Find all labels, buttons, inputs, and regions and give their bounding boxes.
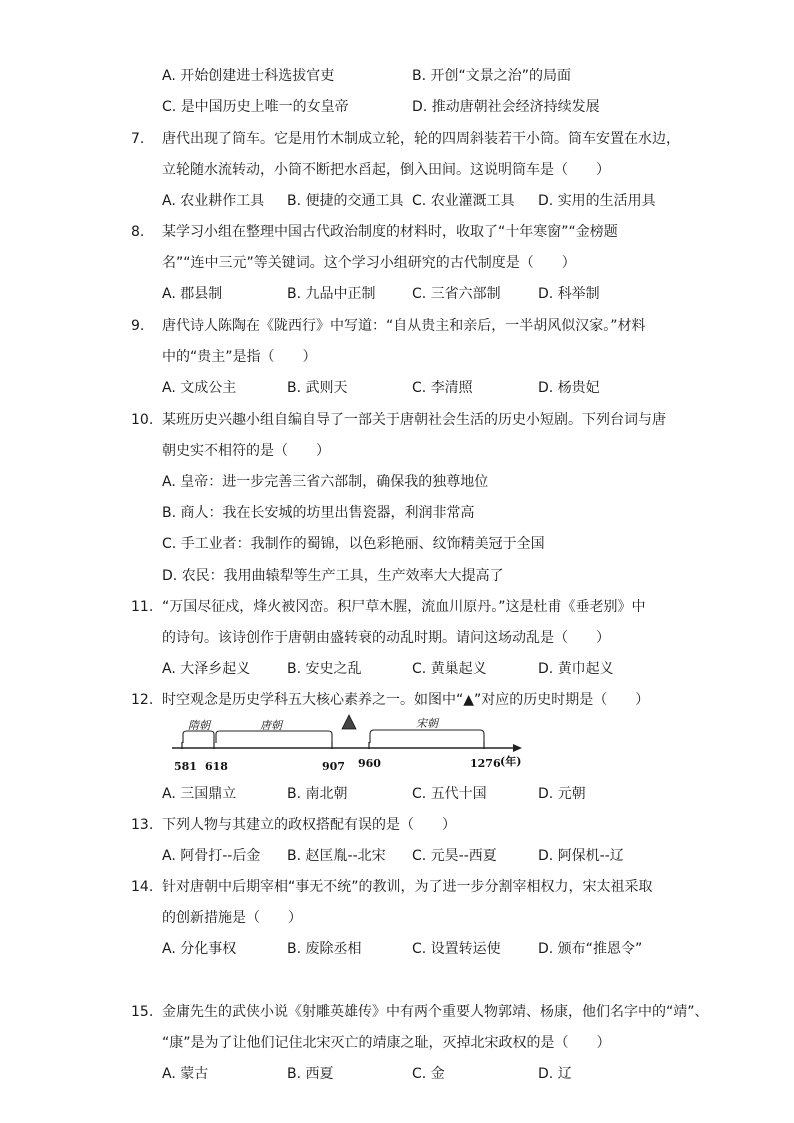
dynasty-label-sui: 隋朝 bbox=[188, 719, 210, 732]
option-b: B. 废除丞相 bbox=[287, 941, 362, 957]
year-label-960: 960 bbox=[358, 757, 381, 770]
option-b: B. 赵匡胤--北宋 bbox=[287, 848, 386, 864]
question-stem-line: 中的“贵主”是指（ ） bbox=[162, 349, 317, 365]
option-b: B. 商人：我在长安城的坊里出售瓷器，利润非常高 bbox=[162, 505, 475, 521]
year-unit-label: (年) bbox=[500, 755, 522, 768]
option-d: D. 元朝 bbox=[538, 786, 586, 802]
question-stem-line: 立轮随水流转动，小筒不断把水舀起，倒入田间。这说明筒车是（ ） bbox=[162, 162, 610, 178]
option-c: C. 黄巢起义 bbox=[412, 661, 487, 677]
option-d: D. 颁布“推恩令” bbox=[538, 941, 643, 957]
year-label-1276: 1276 bbox=[470, 757, 501, 770]
song-bracket bbox=[370, 730, 484, 743]
dynasty-label-song: 宋朝 bbox=[416, 717, 438, 730]
option-d: D. 农民：我用曲辕犁等生产工具，生产效率大大提高了 bbox=[162, 568, 504, 584]
option-a: A. 分化事权 bbox=[162, 941, 237, 957]
question-stem-line: 针对唐朝中后期宰相“事无不统”的教训，为了进一步分割宰相权力，宋太祖采取 bbox=[162, 879, 653, 895]
option-a: A. 蒙古 bbox=[162, 1066, 209, 1082]
question-stem-line: 唐代出现了筒车。它是用竹木制成立轮，轮的四周斜装若干小筒。筒车安置在水边， bbox=[162, 131, 680, 147]
option-a: A. 阿骨打--后金 bbox=[162, 848, 261, 864]
option-a: A. 大泽乡起义 bbox=[162, 661, 251, 677]
question-stem-line: 下列人物与其建立的政权搭配有误的是（ ） bbox=[162, 817, 456, 833]
option-b: B. 南北朝 bbox=[287, 786, 348, 802]
prev-option-c: C. 是中国历史上唯一的女皇帝 bbox=[162, 99, 349, 115]
option-b: B. 安史之乱 bbox=[287, 661, 362, 677]
timeline-figure bbox=[168, 712, 528, 774]
question-stem-line: 金庸先生的武侠小说《射雕英雄传》中有两个重要人物郭靖、杨康，他们名字中的“靖”、 bbox=[162, 1004, 709, 1020]
sui-bracket bbox=[183, 731, 214, 743]
option-a: A. 三国鼎立 bbox=[162, 786, 237, 802]
option-a: A. 农业耕作工具 bbox=[162, 193, 265, 209]
option-d: D. 科举制 bbox=[538, 286, 600, 302]
question-number: 9. bbox=[131, 318, 145, 334]
question-stem-line: 的创新措施是（ ） bbox=[162, 910, 302, 926]
question-number: 13. bbox=[131, 817, 154, 833]
option-d: D. 阿保机--辽 bbox=[538, 848, 624, 864]
option-b: B. 九品中正制 bbox=[287, 286, 376, 302]
option-d: D. 辽 bbox=[538, 1066, 572, 1082]
option-c: C. 五代十国 bbox=[412, 786, 487, 802]
dynasty-label-tang: 唐朝 bbox=[260, 719, 282, 732]
question-stem-line: 某学习小组在整理中国古代政治制度的材料时，收取了“十年寒窗”“金榜题 bbox=[162, 224, 618, 240]
option-d: D. 黄巾起义 bbox=[538, 661, 614, 677]
option-c: C. 李清照 bbox=[412, 380, 473, 396]
option-c: C. 金 bbox=[412, 1066, 445, 1082]
option-d: D. 杨贵妃 bbox=[538, 380, 600, 396]
triangle-marker-icon bbox=[342, 715, 356, 729]
question-stem-line: 某班历史兴趣小组自编自导了一部关于唐朝社会生活的历史小短剧。下列台词与唐 bbox=[162, 412, 666, 428]
option-b: B. 便捷的交通工具 bbox=[287, 193, 404, 209]
question-number: 8. bbox=[131, 224, 145, 240]
option-c: C. 三省六部制 bbox=[412, 286, 501, 302]
year-label-581: 581 bbox=[174, 760, 197, 773]
option-c: C. 手工业者：我制作的蜀锦，以色彩艳丽、纹饰精美冠于全国 bbox=[162, 536, 545, 552]
question-number: 7. bbox=[131, 131, 145, 147]
question-number: 15. bbox=[131, 1004, 154, 1020]
question-stem-line: 的诗句。该诗创作于唐朝由盛转衰的动乱时期。请问这场动乱是（ ） bbox=[162, 630, 610, 646]
prev-option-d: D. 推动唐朝社会经济持续发展 bbox=[412, 99, 600, 115]
question-stem-line: 唐代诗人陈陶在《陇西行》中写道：“自从贵主和亲后，一半胡风似汉家。”材料 bbox=[162, 318, 646, 334]
option-b: B. 武则天 bbox=[287, 380, 348, 396]
question-stem-line: 时空观念是历史学科五大核心素养之一。如图中“▲”对应的历史时期是（ ） bbox=[162, 692, 650, 708]
option-c: C. 元昊--西夏 bbox=[412, 848, 497, 864]
option-d: D. 实用的生活用具 bbox=[538, 193, 656, 209]
option-c: C. 农业灌溉工具 bbox=[412, 193, 515, 209]
option-b: B. 西夏 bbox=[287, 1066, 334, 1082]
prev-option-a: A. 开始创建进士科选拔官吏 bbox=[162, 68, 335, 84]
option-a: A. 皇帝：进一步完善三省六部制，确保我的独尊地位 bbox=[162, 474, 489, 490]
timeline-arrow-icon bbox=[513, 744, 522, 752]
tang-bracket bbox=[216, 731, 332, 743]
year-label-618: 618 bbox=[205, 760, 228, 773]
question-stem-line: “康”是为了让他们记住北宋灭亡的靖康之耻，灭掉北宋政权的是（ ） bbox=[162, 1035, 611, 1051]
year-label-907: 907 bbox=[322, 760, 345, 773]
option-a: A. 文成公主 bbox=[162, 380, 237, 396]
question-stem-line: “万国尽征戍，烽火被冈峦。积尸草木腥，流血川原丹。”这是杜甫《垂老别》中 bbox=[162, 599, 646, 615]
question-stem-line: 名”“连中三元”等关键词。这个学习小组研究的古代制度是（ ） bbox=[162, 255, 576, 271]
question-number: 12. bbox=[131, 692, 154, 708]
prev-option-b: B. 开创“文景之治”的局面 bbox=[412, 68, 572, 84]
question-number: 11. bbox=[131, 599, 154, 615]
option-c: C. 设置转运使 bbox=[412, 941, 501, 957]
question-number: 14. bbox=[131, 879, 154, 895]
question-number: 10. bbox=[131, 412, 154, 428]
option-a: A. 郡县制 bbox=[162, 286, 223, 302]
question-stem-line: 朝史实不相符的是（ ） bbox=[162, 443, 330, 459]
